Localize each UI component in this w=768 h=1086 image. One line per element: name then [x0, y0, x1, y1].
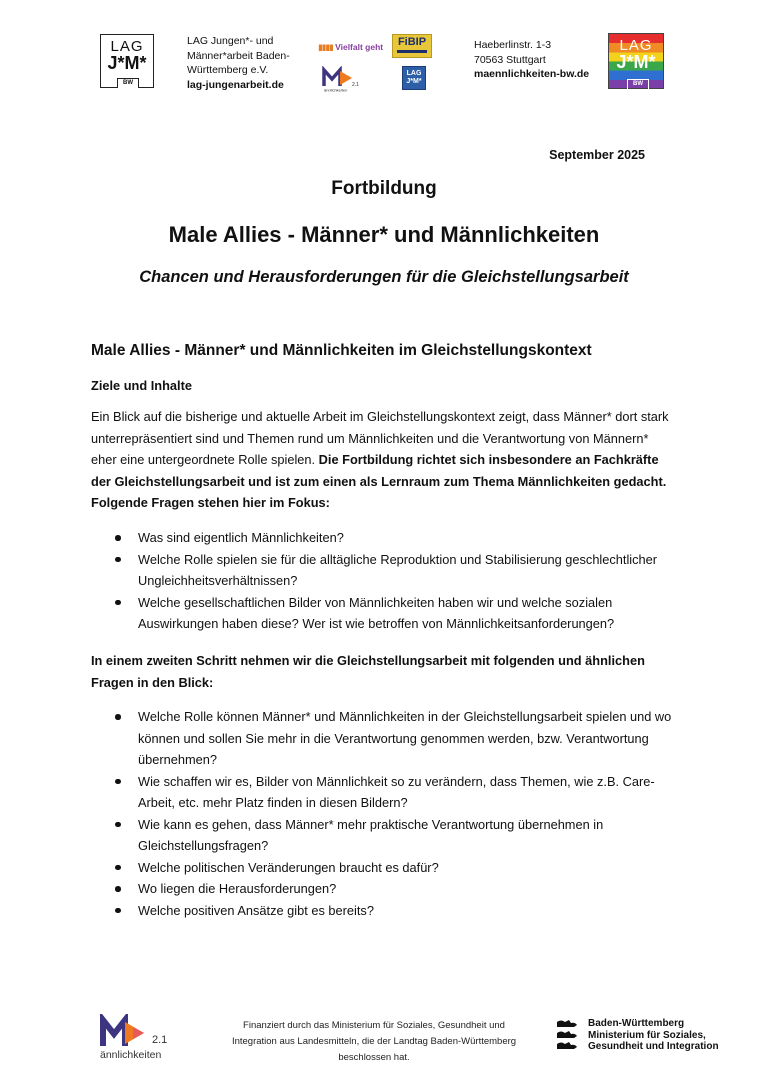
- address-website-link[interactable]: maennlichkeiten-bw.de: [474, 68, 590, 80]
- funding-notice: [214, 1018, 534, 1066]
- org-name-line2: Männer*arbeit Baden-: [187, 49, 290, 62]
- logo-jm-text: J*M*: [107, 53, 147, 73]
- bullet-icon: [115, 908, 121, 914]
- bw-line-3: Gesundheit und Integration: [588, 1041, 719, 1052]
- org-name-line3: Württemberg e.V.: [187, 64, 269, 76]
- organisation-info: [187, 34, 307, 92]
- rainbow-logo-jm-text: J*M*: [616, 52, 656, 72]
- intro-text: Ein Blick auf die bisherige und aktuelle Arbeit im Gleichstellungskontext zeigt, dass Männer* dort stark unterrepräsentiert sind und Themen rund um Männlichkeiten und die Verantwortung von Männern* eher eine untergeordnete Rolle spielen.: [91, 409, 669, 467]
- section-subheading: Ziele und Inhalte: [91, 378, 192, 393]
- svg-text:2.1: 2.1: [352, 82, 359, 88]
- lions-crest-icon: [554, 1018, 580, 1054]
- baden-wuerttemberg-ministry-logo: [554, 1018, 744, 1058]
- svg-text:ännlichkeiten: ännlichkeiten: [324, 87, 348, 92]
- fibip-logo: [392, 34, 432, 58]
- list-item: Welche gesellschaftlichen Bilder von Männlichkeiten haben wir und welche sozialen Auswirkungen haben diese? Wer ist wie betroffen von Männlichkeitsanforderungen?: [91, 592, 676, 635]
- rainbow-logo-lag-text: LAG: [619, 37, 653, 54]
- vielfalt-logo-text: Vielfalt geht: [335, 42, 384, 52]
- list-item: Wie kann es gehen, dass Männer* mehr praktische Verantwortung übernehmen in Gleichstellungsfragen?: [91, 814, 676, 857]
- bullet-icon: [115, 779, 121, 785]
- funding-line-3: beschlossen hat.: [338, 1052, 410, 1063]
- fibip-logo-text: FiBIP: [397, 36, 427, 48]
- intro-bold-text: Die Fortbildung richtet sich insbesondere an Fachkräfte der Gleichstellungsarbeit und ist zum einen als Lernraum zum Thema Männlichkeiten gedacht. Folgende Fragen stehen hier im Fokus:: [91, 452, 667, 510]
- address-block: [474, 38, 614, 82]
- address-city: 70563 Stuttgart: [474, 53, 546, 66]
- bw-line-1: Baden-Württemberg: [588, 1018, 685, 1029]
- ministry-name: [588, 1018, 719, 1053]
- document-kicker: Fortbildung: [331, 178, 437, 199]
- logo-bw-text: BW: [117, 78, 139, 88]
- equality-questions-list: [91, 706, 676, 921]
- list-item: Was sind eigentlich Männlichkeiten?: [91, 527, 676, 549]
- second-step-paragraph: In einem zweiten Schritt nehmen wir die Gleichstellungsarbeit mit folgenden und ähnlichen Fragen in den Blick:: [91, 653, 645, 690]
- bullet-icon: [115, 886, 121, 892]
- bw-line-2: Ministerium für Soziales,: [588, 1029, 706, 1041]
- bullet-icon: [115, 535, 121, 541]
- m21-maennlichkeiten-logo: [100, 1014, 176, 1066]
- m21-small-logo: [322, 66, 362, 92]
- funding-line-1: Finanziert durch das Ministerium für Soziales, Gesundheit und: [243, 1020, 505, 1031]
- lag-jm-bw-logo: [100, 34, 154, 88]
- logo-lag-text: LAG: [110, 38, 144, 55]
- bullet-icon: [115, 600, 121, 606]
- document-title: Male Allies - Männer* und Männlichkeiten: [168, 222, 600, 247]
- m21-version-text: 2.1: [152, 1034, 168, 1046]
- document-date: September 2025: [549, 148, 645, 162]
- list-item: Welche positiven Ansätze gibt es bereits?: [91, 900, 676, 922]
- rainbow-logo-bw-text: BW: [627, 79, 649, 89]
- list-item: Welche politischen Veränderungen braucht es dafür?: [91, 857, 676, 879]
- intro-paragraph: [91, 406, 676, 514]
- bullet-icon: [115, 557, 121, 563]
- vielfalt-geht-logo: ▮▮▮▮ Vielfalt geht: [318, 42, 384, 52]
- document-subtitle: Chancen und Herausforderungen für die Gleichstellungsarbeit: [139, 268, 629, 286]
- bullet-icon: [115, 865, 121, 871]
- list-item: Wo liegen die Herausforderungen?: [91, 878, 676, 900]
- bullet-icon: [115, 822, 121, 828]
- section-title: Male Allies - Männer* und Männlichkeiten im Gleichstellungskontext: [91, 342, 592, 359]
- list-item: Welche Rolle können Männer* und Männlichkeiten in der Gleichstellungsarbeit spielen und wo können und sollen Sie mehr in die Verantwortung genommen werden, bzw. Verantwortung übernehmen?: [91, 706, 676, 771]
- list-item: Wie schaffen wir es, Bilder von Männlichkeit so zu verändern, dass Themen, wie z.B. Care-Arbeit, etc. mehr Platz finden in diesen Bildern?: [91, 771, 676, 814]
- list-item: Welche Rolle spielen sie für die alltägliche Reproduktion und Stabilisierung geschlechtlicher Ungleichheitsverhältnissen?: [91, 549, 676, 592]
- bullet-icon: [115, 714, 121, 720]
- lag-small-logo: LAG J*M*: [402, 66, 426, 90]
- funding-line-2: Integration aus Landesmitteln, die der Landtag Baden-Württemberg: [231, 1036, 517, 1047]
- address-street: Haeberlinstr. 1-3: [474, 39, 552, 51]
- focus-questions-list: [91, 527, 676, 635]
- org-website-link[interactable]: lag-jungenarbeit.de: [187, 78, 284, 91]
- m21-label-text: ännlichkeiten: [100, 1049, 162, 1061]
- lag-jm-bw-rainbow-logo: [608, 33, 664, 89]
- org-name-line1: LAG Jungen*- und: [187, 35, 274, 47]
